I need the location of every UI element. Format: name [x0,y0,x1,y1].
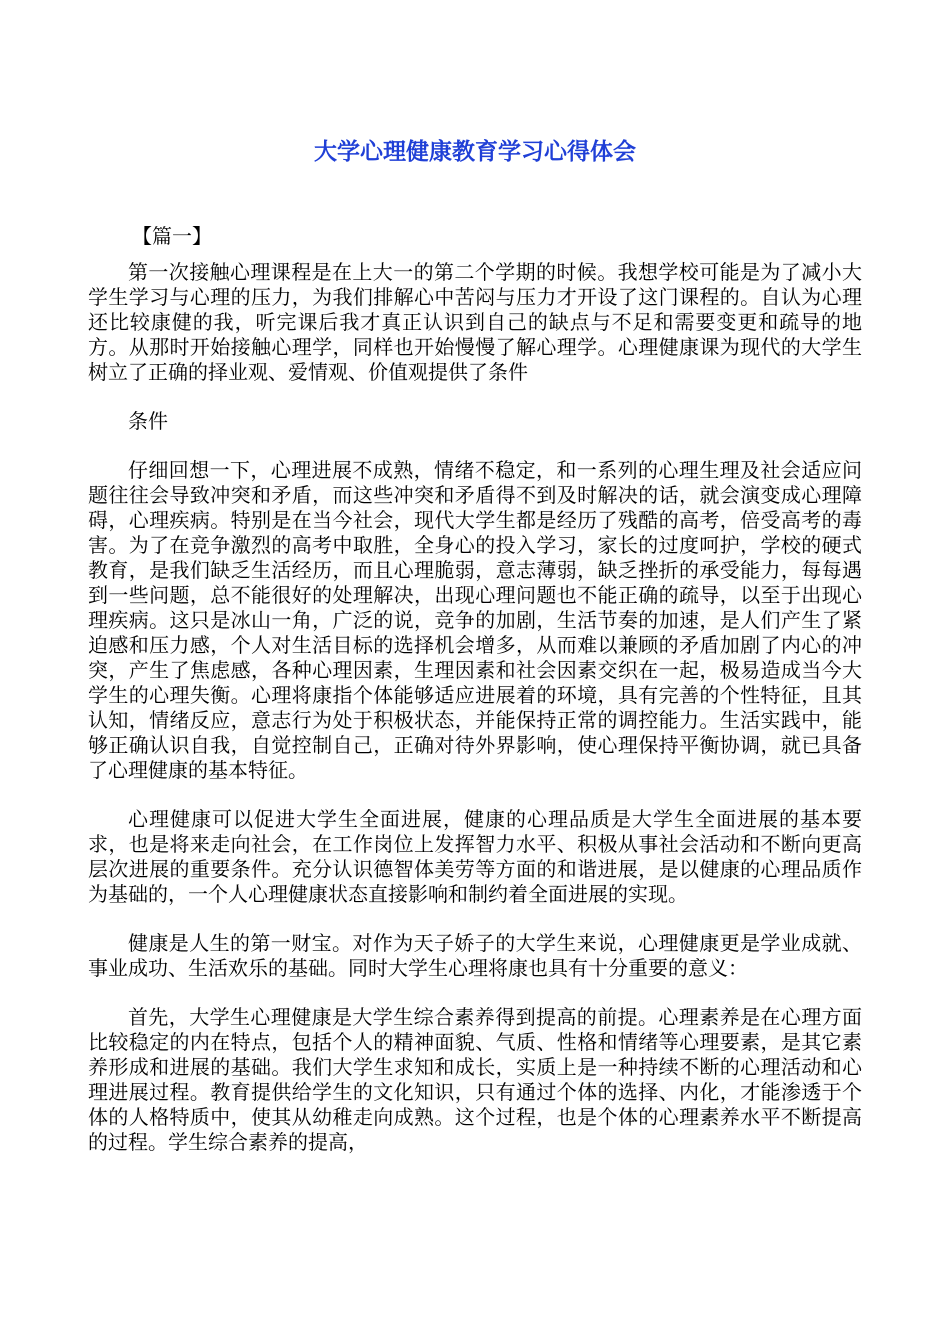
paragraph: 仔细回想一下，心理进展不成熟，情绪不稳定，和一系列的心理生理及社会适应问题往往会导致冲突和矛盾，而这些冲突和矛盾得不到及时解决的话，就会演变成心理障碍，心理疾病。特别是在当今社会，现代大学生都是经历了残酷的高考，倍受高考的毒害。为了在竞争激烈的高考中取胜，全身心的投入学习，家长的过度呵护，学校的硬式教育，是我们缺乏生活经历，而且心理脆弱，意志薄弱，缺乏挫折的承受能力，每每遇到一些问题，总不能很好的处理解决，出现心理问题也不能正确的疏导，以至于出现心理疾病。这只是冰山一角，广泛的说，竞争的加剧，生活节奏的加速，是人们产生了紧迫感和压力感，个人对生活目标的选择机会增多，从而难以兼顾的矛盾加剧了内心的冲突，产生了焦虑感，各种心理因素，生理因素和社会因素交织在一起，极易造成当今大学生的心理失衡。心理将康指个体能够适应进展着的环境，具有完善的个性特征，且其认知，情绪反应，意志行为处于积极状态，并能保持正常的调控能力。生活实践中，能够正确认识自我，自觉控制自己，正确对待外界影响，使心理保持平衡协调，就已具备了心理健康的基本特征。 [88,458,862,782]
paragraph: 健康是人生的第一财宝。对作为天子娇子的大学生来说，心理健康更是学业成就、事业成功、生活欢乐的基础。同时大学生心理将康也具有十分重要的意义： [88,931,862,980]
section-label: 【篇一】 [132,224,212,248]
paragraph: 首先，大学生心理健康是大学生综合素养得到提高的前提。心理素养是在心理方面比较稳定的内在特点，包括个人的精神面貌、气质、性格和情绪等心理要素，是其它素养形成和进展的基础。我们大学生求知和成长，实质上是一种持续不断的心理活动和心理进展过程。教育提供给学生的文化知识，只有通过个体的选择、内化，才能渗透于个体的人格特质中，使其从幼稚走向成熟。这个过程，也是个体的心理素养水平不断提高的过程。学生综合素养的提高， [88,1005,862,1154]
document-body [88,260,862,1179]
paragraph: 第一次接触心理课程是在上大一的第二个学期的时候。我想学校可能是为了减小大学生学习与心理的压力，为我们排解心中苦闷与压力才开设了这门课程的。自认为心理还比较康健的我，听完课后我才真正认识到自己的缺点与不足和需要变更和疏导的地方。从那时开始接触心理学，同样也开始慢慢了解心理学。心理健康课为现代的大学生树立了正确的择业观、爱情观、价值观提供了条件 [88,260,862,384]
paragraph: 条件 [128,409,168,433]
document-title: 大学心理健康教育学习心得体会 [314,139,636,165]
paragraph: 心理健康可以促进大学生全面进展，健康的心理品质是大学生全面进展的基本要求，也是将来走向社会，在工作岗位上发挥智力水平、积极从事社会活动和不断向更高层次进展的重要条件。充分认识德智体美劳等方面的和谐进展，是以健康的心理品质作为基础的，一个人心理健康状态直接影响和制约着全面进展的实现。 [88,807,862,906]
